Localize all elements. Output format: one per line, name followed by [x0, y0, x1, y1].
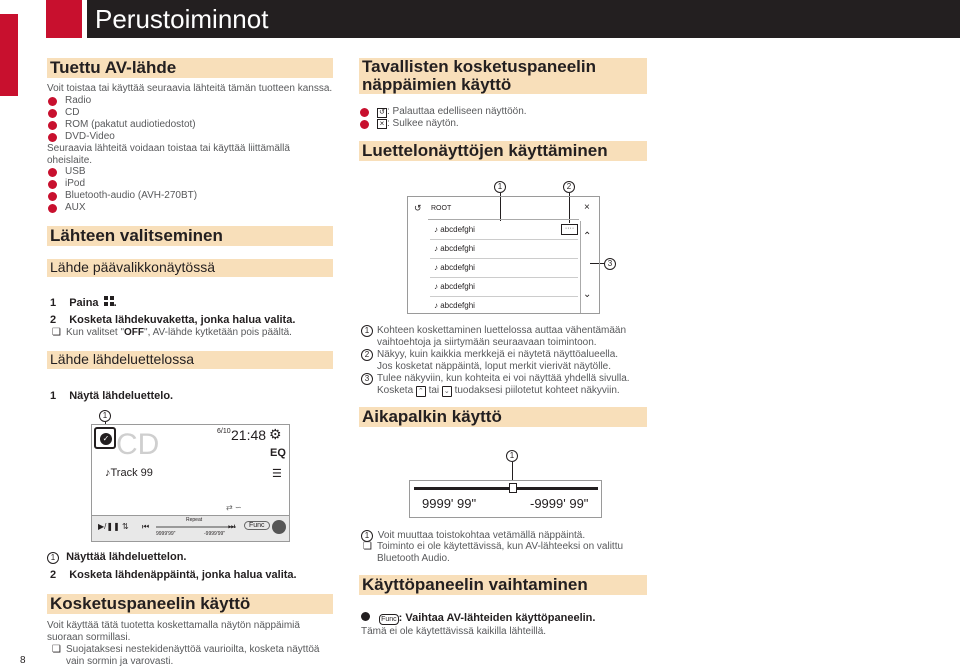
track-counter: 6/10 — [217, 428, 231, 435]
step-number: 1 — [50, 390, 57, 402]
heading-source-select: Lähteen valitseminen — [47, 226, 333, 246]
legend-number: 1 — [361, 530, 373, 542]
list-screen — [407, 196, 600, 314]
step-text: Näytä lähdeluettelo. — [69, 390, 174, 402]
note-off-label: OFF — [124, 327, 145, 338]
key-desc: : Palauttaa edelliseen näyttöön. — [387, 106, 527, 117]
elapsed-time: 9999' 99" — [422, 496, 477, 511]
callout-1: 1 — [99, 409, 111, 422]
list-item: CD — [47, 107, 196, 119]
step-text: Paina — [69, 297, 99, 309]
common-keys-list — [359, 106, 527, 130]
step-number: 1 — [50, 297, 57, 309]
eq-button[interactable]: EQ — [270, 447, 286, 459]
timebar-note: ❏ Toiminto ei ole käytettävissä, kun AV-lähteeksi on valittu Bluetooth Audio. — [363, 541, 633, 565]
music-note-icon: ♪ — [434, 301, 441, 310]
step-number: 2 — [50, 569, 57, 581]
legend-item — [361, 349, 651, 373]
page-title: Perustoiminnot — [87, 0, 960, 38]
step-1: 1 Paina . — [50, 297, 117, 309]
bullet-dot — [361, 612, 370, 621]
legend-item — [361, 373, 651, 397]
heading-touch-panel: Kosketuspaneelin käyttö — [47, 594, 333, 614]
heading-op-panel: Käyttöpaneelin vaihtaminen — [359, 575, 647, 595]
progress-bar[interactable] — [156, 526, 236, 528]
shuffle-icon[interactable]: ⇄ ∽ — [226, 503, 242, 512]
list-icon[interactable]: ☰ — [272, 468, 282, 480]
func-button[interactable]: Func — [244, 521, 270, 530]
row-divider — [430, 239, 578, 240]
list-item: ROM (pakatut audiotiedostot) — [47, 119, 196, 131]
callout-3: 3 — [604, 257, 616, 270]
list-item-label: abcdefghi — [440, 282, 475, 291]
callout-1: 1 — [494, 180, 506, 193]
func-button: Func — [381, 616, 397, 623]
row-divider — [430, 258, 578, 259]
source-name: CD — [116, 428, 160, 461]
remaining-time: -9999' 99" — [530, 496, 589, 511]
legend-source-list: 1 Näyttää lähdeluettelon. — [47, 551, 186, 564]
list-item: Radio — [47, 95, 196, 107]
callout-line — [512, 462, 513, 480]
page-number: 8 — [20, 655, 26, 666]
player-screen — [91, 424, 290, 542]
note-off — [52, 327, 292, 339]
legend-text: Näyttää lähdeluettelon. — [66, 551, 187, 563]
list-item-label: abcdefghi — [440, 263, 475, 272]
slider-handle[interactable] — [509, 483, 517, 493]
title-accent — [46, 0, 82, 38]
back-icon[interactable]: ↺ — [414, 203, 422, 213]
music-note-icon: ♪ — [434, 282, 441, 291]
scrollbar[interactable] — [580, 221, 581, 313]
list-item-label: abcdefghi — [440, 225, 475, 234]
touch-note: ❏ Suojataksesi nestekidenäyttöä vaurioilta, kosketa näyttöä vain sormin ja varovasti. — [52, 644, 332, 668]
prev-button[interactable]: ⏮ — [142, 522, 150, 531]
list-item[interactable] — [434, 263, 579, 272]
legend-item — [361, 325, 651, 349]
list-item: AUX — [47, 202, 197, 214]
legend-text: tai — [428, 385, 440, 396]
more-button[interactable]: ···· — [561, 224, 578, 235]
op-panel-item — [361, 612, 595, 625]
source-list-b — [47, 166, 197, 214]
step-4 — [50, 569, 297, 581]
heading-list-screens: Luettelonäyttöjen käyttäminen — [359, 141, 647, 161]
track-title — [105, 467, 153, 479]
subheading-main-menu: Lähde päävalikkonäytössä — [47, 259, 333, 277]
list-item[interactable] — [434, 301, 579, 310]
close-icon[interactable]: × — [584, 202, 590, 213]
heading-timebar: Aikapalkin käyttö — [359, 407, 647, 427]
list-item — [359, 118, 527, 130]
legend-text: tuodaksesi piilotetut kohteet näkyviin. — [454, 385, 620, 396]
scroll-up-icon[interactable]: ⌃ — [583, 231, 592, 242]
time-slider[interactable] — [414, 487, 598, 490]
elapsed-time: 9999'99" — [156, 531, 176, 537]
touch-intro: Voit käyttää tätä tuotetta koskettamalla näytön näppäimiä suoraan sormillasi. — [47, 620, 300, 643]
next-button[interactable]: ⏭ — [228, 522, 236, 531]
heading-supported-source: Tuettu AV-lähde — [47, 58, 333, 78]
row-divider — [430, 296, 578, 297]
list-item-label: abcdefghi — [440, 244, 475, 253]
scroll-down-icon: ⌄ — [443, 388, 450, 395]
list-item: Bluetooth-audio (AVH-270BT) — [47, 190, 197, 202]
close-icon: × — [377, 119, 387, 129]
music-note-icon: ♪ — [434, 263, 441, 272]
step-3 — [50, 390, 173, 402]
list-item: iPod — [47, 178, 197, 190]
legend-text: Näkyy, kuin kaikkia merkkejä ei näytetä näyttöalueella. — [377, 349, 619, 360]
music-note-icon: ♪ — [434, 244, 441, 253]
legend-number: 1 — [361, 325, 373, 337]
key-desc: : Sulkee näytön. — [387, 118, 459, 129]
list-item: USB — [47, 166, 197, 178]
timebar-screen — [409, 480, 602, 518]
callout-2: 2 — [563, 180, 575, 193]
home-icon — [104, 296, 114, 306]
legend-text: Tulee näkyviin, kun kohteita ei voi näyttää yhdellä sivulla. — [377, 373, 630, 384]
step-text: Kosketa lähdekuvaketta, jonka halua valita. — [69, 314, 296, 326]
step-number: 2 — [50, 314, 57, 326]
list-legend — [361, 325, 651, 397]
list-item[interactable] — [434, 225, 579, 234]
source-list-icon: ✓ — [100, 433, 112, 445]
legend-text: Kosketa — [377, 385, 414, 396]
item-text: : Vaihtaa AV-lähteiden käyttöpaneelin. — [398, 612, 596, 624]
music-note-icon: ♪ — [434, 225, 441, 234]
legend-text: Voit muuttaa toistokohtaa vetämällä näppäintä. — [377, 530, 586, 541]
list-item — [359, 106, 527, 118]
list-item[interactable] — [434, 244, 579, 253]
step-2 — [50, 314, 295, 326]
phone-icon[interactable] — [272, 520, 286, 534]
legend-number: 3 — [361, 373, 373, 385]
settings-icon[interactable]: ⚙ — [269, 426, 282, 442]
note-text: Kun valitset " — [66, 327, 125, 338]
back-icon: ↺ — [377, 108, 387, 118]
clock: 21:48 — [231, 427, 267, 443]
legend-text: Kohteen koskettaminen luettelossa auttaa vähentämään vaihtoehtoja ja siirtymään seuraavaan toimintoon. — [377, 325, 627, 348]
list-item[interactable] — [434, 282, 579, 291]
control-bar — [92, 515, 289, 541]
remaining-time: -9999'99" — [204, 531, 226, 537]
track-name: Track 99 — [110, 467, 153, 479]
subheading-source-list: Lähde lähdeluettelossa — [47, 351, 333, 369]
section-tab — [0, 14, 18, 96]
note-text: ", AV-lähde kytketään pois päältä. — [144, 327, 292, 338]
root-label: ROOT — [431, 205, 452, 212]
eject-icon[interactable]: ⇅ — [122, 522, 129, 531]
legend-number: 2 — [361, 349, 373, 361]
scroll-down-icon[interactable]: ⌄ — [583, 289, 592, 300]
row-divider — [430, 277, 578, 278]
supported-intro: Voit toistaa tai käyttää seuraavia lähteitä tämän tuotteen kanssa. — [47, 83, 333, 94]
music-note-icon: ♪ — [105, 467, 111, 479]
list-item: DVD-Video — [47, 131, 196, 143]
list-item-label: abcdefghi — [440, 301, 475, 310]
op-panel-note: Tämä ei ole käytettävissä kaikilla lähteillä. — [361, 626, 547, 637]
heading-common-keys: Tavallisten kosketuspaneelin näppäimien käyttö — [359, 58, 647, 94]
repeat-label: Repeat — [186, 517, 203, 523]
legend-text: Jos kosketat näppäintä, loput merkit vierivät näytölle. — [377, 361, 612, 372]
callout-1: 1 — [506, 449, 518, 462]
scroll-up-icon: ⌃ — [417, 388, 424, 395]
source-list-a — [47, 95, 196, 143]
play-pause-button[interactable]: ▶/❚❚ — [98, 522, 120, 531]
list-divider — [428, 219, 579, 220]
step-text: Kosketa lähdenäppäintä, jonka halua valita. — [69, 569, 297, 581]
supported-middle: Seuraavia lähteitä voidaan toistaa tai käyttää liittämällä oheislaite. — [47, 143, 290, 166]
